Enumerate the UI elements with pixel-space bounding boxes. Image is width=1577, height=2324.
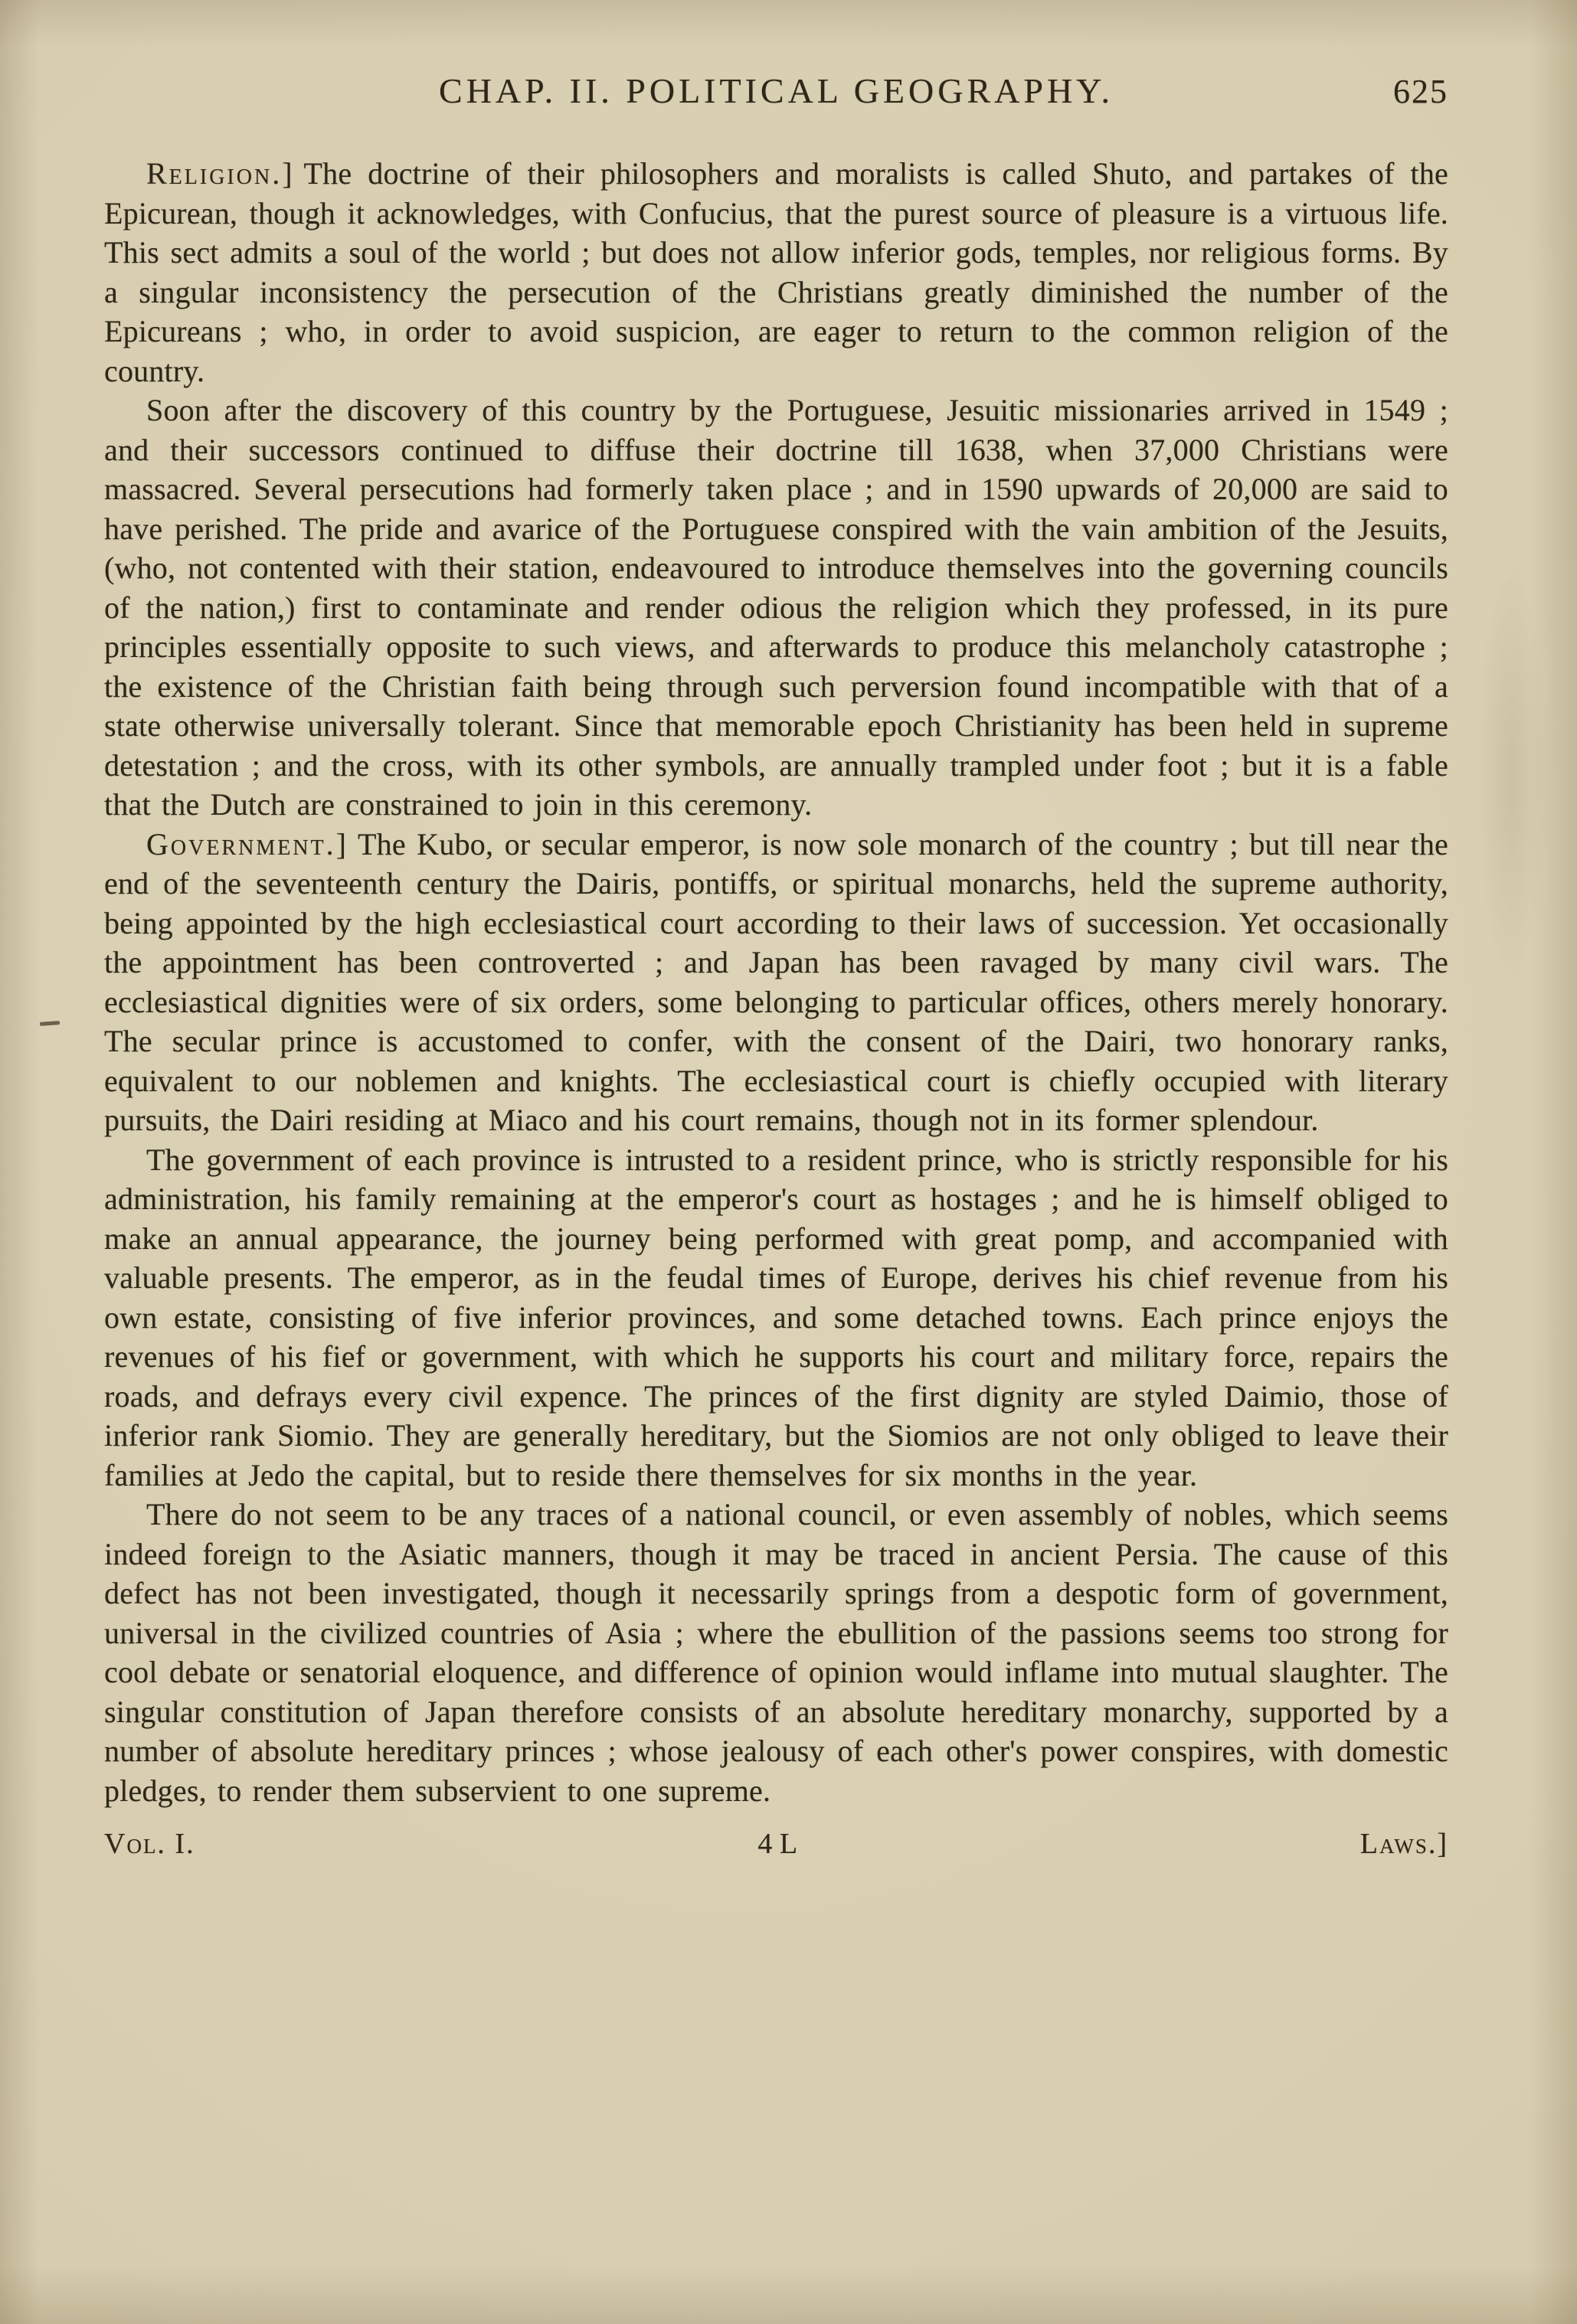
paragraph-text: Soon after the discovery of this country by the Portuguese, Jesuitic missionaries arrived in 1549 ; and their successors continued to diffuse their doctrine till 1638, when 37,000 Christians were massacred. Several persecutions had formerly taken place ; and in 1590 upwards of 20,000 are said to have perished. The pride and avarice of the Portuguese conspired with the vain ambition of the Jesuits, (who, not contented with their station, endeavoured to introduce themselves into the governing councils of the nation,) first to contaminate and render odious the religion which they professed, in its pure principles essentially opposite to such views, and afterwards to produce this melancholy catastrophe ; the existence of the Christian faith being through such perversion found incompatible with that of a state otherwise universally tolerant. Since that memorable epoch Christianity has been held in supreme detestation ; and the cross, with its other symbols, are annually trampled under foot ; but it is a fable that the Dutch are constrained to join in this ceremony.: [104, 393, 1448, 822]
paragraph-text: The Kubo, or secular emperor, is now sole monarch of the country ; but till near the end of the seventeenth century the Dairis, pontiffs, or spiritual monarchs, held the supreme authority, being appointed by the high ecclesiastical court according to their laws of succession. Yet occasionally the appointment has been controverted ; and Japan has been ravaged by many civil wars. The ecclesiastical dignities were of six orders, some belonging to particular offices, others merely honorary. The secular prince is accustomed to confer, with the consent of the Dairi, two honorary ranks, equivalent to our noblemen and knights. The ecclesiastical court is chiefly occupied with literary pursuits, the Dairi residing at Miaco and his court remains, though not in its former splendour.: [104, 826, 1448, 1137]
paragraph-text: The government of each province is intrusted to a resident prince, who is strictly responsible for his administration, his family remaining at the emperor's court as hostages ; and he is himself obliged to make an annual appearance, the journey being performed with great pomp, and accompanied with valuable presents. The emperor, as in the feudal times of Europe, derives his chief revenue from his own estate, consisting of five inferior provinces, and some detached towns. Each prince enjoys the revenues of his fief or government, with which he supports his court and military force, repairs the roads, and defrays every civil expence. The princes of the first dignity are styled Daimio, those of inferior rank Siomio. They are generally hereditary, but the Siomios are not only obliged to leave their families at Jedo the capital, but to reside there themselves for six months in the year.: [104, 1142, 1448, 1492]
section-label-religion: Religion.]: [146, 156, 295, 191]
paragraph-provinces: [104, 1140, 1448, 1495]
direction-line: [104, 1827, 1448, 1861]
catchword: Laws.]: [1359, 1828, 1448, 1860]
signature-mark: 4 L: [757, 1828, 798, 1860]
book-page: [0, 70, 1577, 2324]
chapter-heading: CHAP. II. POLITICAL GEOGRAPHY.: [439, 71, 1114, 110]
paragraph-missionaries: [104, 391, 1448, 825]
body-text: [104, 154, 1448, 1810]
volume-label: Vol. I.: [104, 1828, 195, 1860]
paragraph-text: There do not seem to be any traces of a national council, or even assembly of nobles, which seems indeed foreign to the Asiatic manners, though it may be traced in ancient Persia. The cause of this defect has not been investigated, though it necessarily springs from a despotic form of government, universal in the civilized countries of Asia ; where the ebullition of the passions seems too strong for cool debate or senatorial eloquence, and difference of opinion would inflame into mutual slaughter. The singular constitution of Japan therefore consists of an absolute hereditary monarchy, supported by a number of absolute hereditary princes ; whose jealousy of each other's power conspires, with domestic pledges, to render them subservient to one supreme.: [104, 1497, 1448, 1808]
scan-smudge: [1477, 561, 1546, 989]
section-label-government: Government.]: [146, 826, 348, 861]
margin-mark: [40, 1021, 60, 1026]
paragraph-government: [104, 825, 1448, 1140]
paragraph-text: The doctrine of their philosophers and moralists is called Shuto, and partakes of the Epicurean, though it acknowledges, with Confucius, that the purest source of pleasure is a virtuous life. This sect admits a soul of the world ; but does not allow inferior gods, temples, nor religious forms. By a singular inconsistency the persecution of the Christians greatly diminished the number of the Epicureans ; who, in order to avoid suspicion, are eager to return to the common religion of the country.: [104, 156, 1448, 388]
page-number: 625: [1393, 73, 1448, 110]
paragraph-council: [104, 1495, 1448, 1810]
running-head: [104, 70, 1448, 111]
paragraph-religion: [104, 154, 1448, 391]
